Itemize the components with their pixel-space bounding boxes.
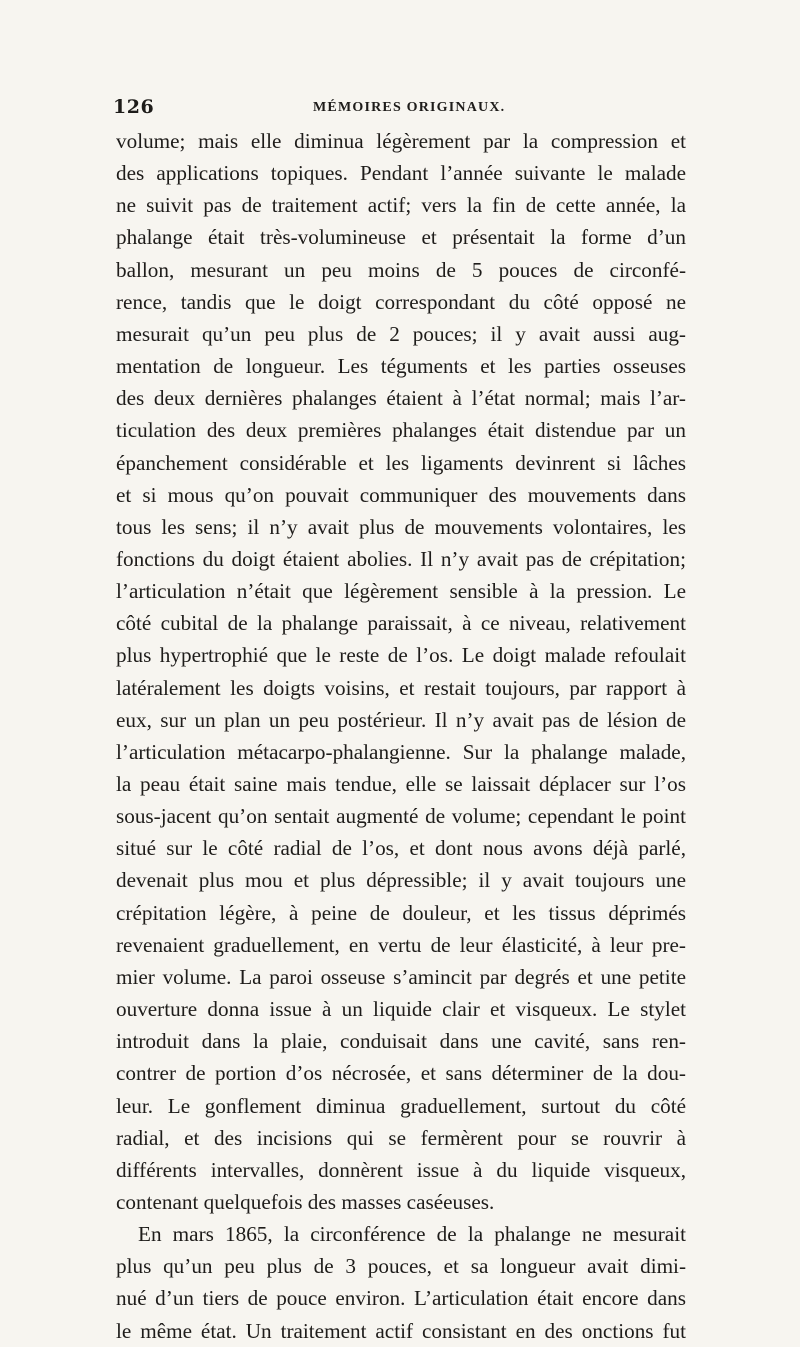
- text-line: des deux dernières phalanges étaient à l’état normal; mais l’ar-: [116, 386, 686, 411]
- text-line: En mars 1865, la circonférence de la phalange ne mesurait: [138, 1222, 686, 1247]
- text-line: phalange était très-volumineuse et présentait la forme d’un: [116, 225, 686, 250]
- text-line: côté cubital de la phalange paraissait, à ce niveau, relativement: [116, 611, 686, 636]
- text-line: nué d’un tiers de pouce environ. L’articulation était encore dans: [116, 1286, 686, 1311]
- text-line: différents intervalles, donnèrent issue à du liquide visqueux,: [116, 1157, 686, 1182]
- text-line: la peau était saine mais tendue, elle se laissait déplacer sur l’os: [116, 772, 686, 796]
- text-line: contrer de portion d’os nécrosée, et sans déterminer de la dou-: [116, 1061, 686, 1086]
- text-line: rence, tandis que le doigt correspondant du côté opposé ne: [116, 289, 686, 314]
- text-line: radial, et des incisions qui se fermèrent pour se rouvrir à: [116, 1125, 686, 1150]
- text-line: eux, sur un plan un peu postérieur. Il n’y avait pas de lésion de: [116, 707, 686, 732]
- text-line: épanchement considérable et les ligaments devinrent si lâches: [116, 450, 686, 475]
- text-line: le même état. Un traitement actif consistant en des onctions fut: [116, 1318, 686, 1343]
- text-line: et si mous qu’on pouvait communiquer des mouvements dans: [116, 482, 686, 507]
- text-line: l’articulation n’était que légèrement sensible à la pression. Le: [116, 579, 686, 604]
- text-line: plus hypertrophié que le reste de l’os. Le doigt malade refoulait: [116, 643, 686, 668]
- body-text: [116, 125, 686, 1343]
- text-line: tous les sens; il n’y avait plus de mouvements volontaires, les: [116, 514, 686, 539]
- text-line: crépitation légère, à peine de douleur, et les tissus déprimés: [116, 900, 686, 925]
- text-line: l’articulation métacarpo-phalangienne. Sur la phalange malade,: [116, 739, 686, 764]
- text-line: mentation de longueur. Les téguments et les parties osseuses: [116, 354, 686, 379]
- text-line: introduit dans la plaie, conduisait dans une cavité, sans ren-: [116, 1029, 686, 1054]
- text-line: fonctions du doigt étaient abolies. Il n’y avait pas de crépitation;: [116, 546, 686, 571]
- page-header: [113, 96, 685, 122]
- text-line: mesurait qu’un peu plus de 2 pouces; il y avait aussi aug-: [116, 321, 686, 346]
- text-line: latéralement les doigts voisins, et restait toujours, par rapport à: [116, 675, 686, 700]
- text-line: mier volume. La paroi osseuse s’amincit par degrés et une petite: [116, 964, 686, 989]
- text-line: ne suivit pas de traitement actif; vers la fin de cette année, la: [116, 193, 686, 218]
- running-head: MÉMOIRES ORIGINAUX.: [313, 100, 506, 115]
- text-line: plus qu’un peu plus de 3 pouces, et sa longueur avait dimi-: [116, 1254, 686, 1279]
- text-line: revenaient graduellement, en vertu de leur élasticité, à leur pre-: [116, 932, 686, 957]
- text-line: ticulation des deux premières phalanges était distendue par un: [116, 418, 686, 443]
- text-line: sous-jacent qu’on sentait augmenté de volume; cependant le point: [116, 804, 686, 829]
- text-line: des applications topiques. Pendant l’année suivante le malade: [116, 161, 686, 186]
- text-line: contenant quelquefois des masses caséeuses.: [116, 1189, 495, 1214]
- text-line: volume; mais elle diminua légèrement par la compression et: [116, 129, 686, 153]
- text-line: ballon, mesurant un peu moins de 5 pouces de circonfé-: [116, 257, 686, 282]
- text-line: leur. Le gonflement diminua graduellement, surtout du côté: [116, 1093, 686, 1118]
- page-number: 126: [113, 96, 155, 118]
- text-line: devenait plus mou et plus dépressible; il y avait toujours une: [116, 868, 686, 893]
- text-line: ouverture donna issue à un liquide clair et visqueux. Le stylet: [116, 997, 686, 1022]
- text-line: situé sur le côté radial de l’os, et dont nous avons déjà parlé,: [116, 836, 686, 861]
